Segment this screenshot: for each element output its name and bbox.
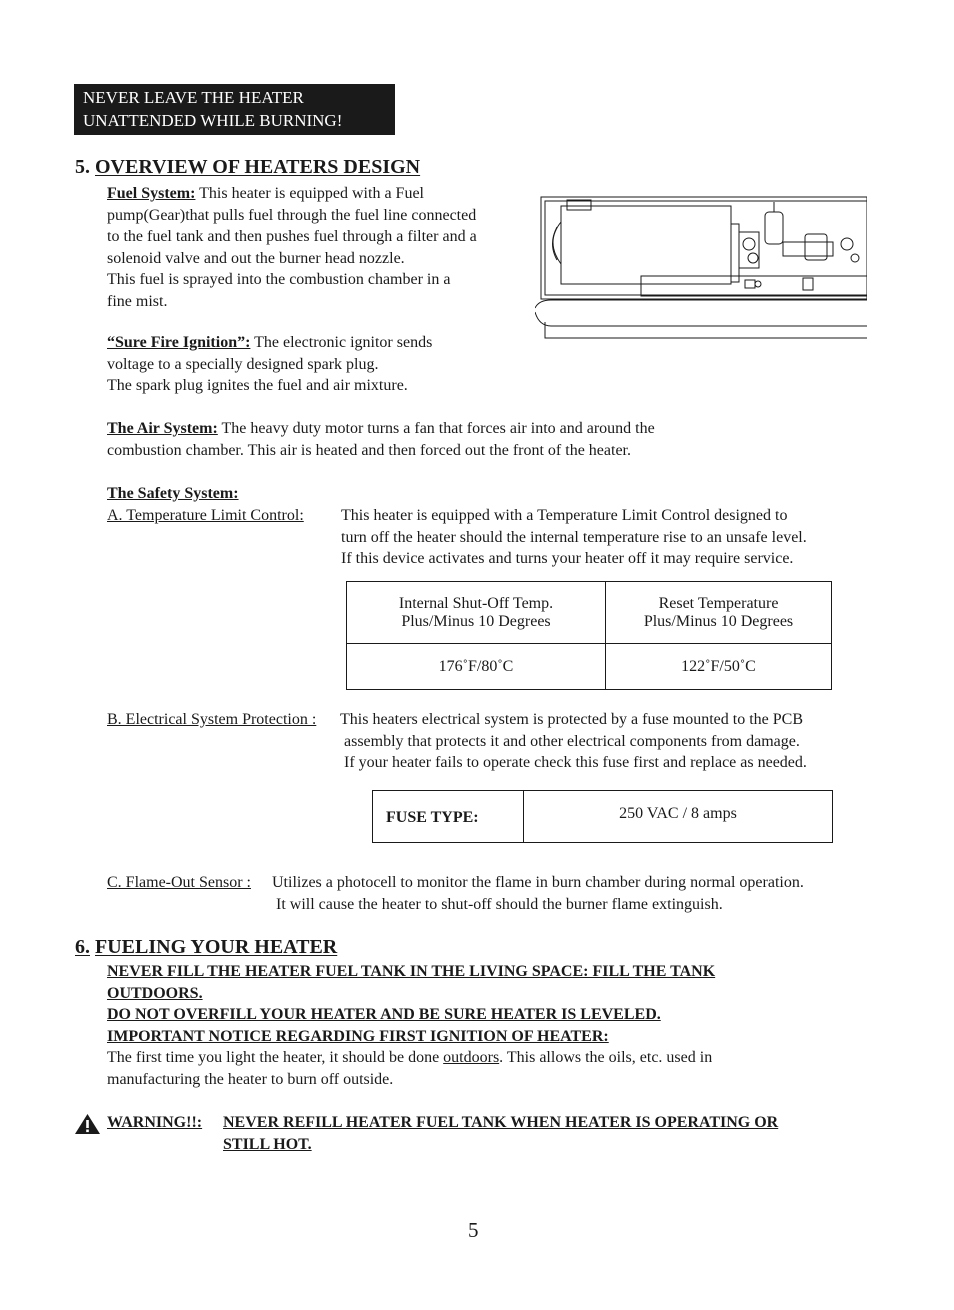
heater-cutaway-illustration (535, 192, 867, 346)
reset-header-line: Plus/Minus 10 Degrees (643, 612, 794, 630)
electrical-label (107, 709, 316, 731)
notice-line: OUTDOORS. (107, 984, 203, 1002)
section-6-heading (75, 936, 337, 959)
warning-banner (74, 84, 395, 135)
shutoff-value-cell: 176˚F/80˚C (347, 644, 606, 690)
banner-line-2: UNATTENDED WHILE BURNING! (83, 111, 343, 130)
first-ignition-text: . This allows the oils, etc. used in (499, 1049, 713, 1066)
section-6-title: FUELING YOUR HEATER (95, 936, 338, 958)
notice-line: DO NOT OVERFILL YOUR HEATER AND BE SURE HEATER IS LEVELED. (107, 1006, 661, 1023)
fuel-line: fine mist. (107, 292, 168, 310)
section-5-number: 5. (75, 156, 90, 178)
fuel-line: solenoid valve and out the burner head nozzle. (107, 249, 405, 267)
ignition-line: The electronic ignitor sends (250, 334, 433, 351)
banner-line-1: NEVER LEAVE THE HEATER (83, 88, 304, 107)
ignition-line: The spark plug ignites the fuel and air mixture. (107, 377, 408, 394)
reset-value-cell: 122˚F/50˚C (606, 644, 832, 690)
first-ignition-paragraph (107, 1047, 887, 1090)
shutoff-header-cell (347, 582, 606, 644)
electrical-text (340, 709, 900, 774)
air-line: combustion chamber. This air is heated and then forced out the front of the heater. (107, 441, 631, 459)
notice-line: NEVER FILL THE HEATER FUEL TANK IN THE LIVING SPACE: FILL THE TANK (107, 963, 716, 980)
fuse-type-label: FUSE TYPE: (373, 791, 524, 843)
temp-limit-line: turn off the heater should the internal temperature rise to an unsafe level. (341, 528, 807, 546)
fuse-table (372, 790, 833, 843)
temperature-table (346, 581, 832, 690)
warning-label-text: WARNING!!: (107, 1114, 203, 1131)
ignition-line: voltage to a specially designed spark plug. (107, 355, 379, 373)
fuel-line: pump(Gear)that pulls fuel through the fuel line connected (107, 206, 477, 224)
temp-limit-label (107, 505, 304, 527)
warning-triangle-icon (74, 1113, 101, 1135)
first-ignition-text: manufacturing the heater to burn off outside. (107, 1070, 394, 1088)
section-5-heading (75, 156, 420, 179)
shutoff-header-line: Internal Shut-Off Temp. (398, 594, 554, 612)
safety-system-label (107, 483, 239, 505)
temp-limit-text (341, 505, 901, 570)
warning-label (107, 1112, 202, 1134)
flame-out-label-text: C. Flame-Out Sensor : (107, 874, 251, 891)
air-system-paragraph (107, 418, 907, 461)
fuel-system-paragraph (107, 183, 537, 312)
electrical-label-text: B. Electrical System Protection : (107, 711, 317, 728)
warning-line: STILL HOT. (223, 1135, 312, 1153)
reset-header-cell (606, 582, 832, 644)
flame-out-label (107, 872, 251, 894)
electrical-line: This heaters electrical system is protected by a fuse mounted to the PCB (340, 711, 803, 728)
ignition-paragraph (107, 332, 527, 397)
fuel-system-label: Fuel System: (107, 185, 196, 202)
electrical-line: If your heater fails to operate check this fuse first and replace as needed. (344, 754, 807, 771)
ignition-label: “Sure Fire Ignition”: (107, 334, 251, 351)
warning-text (223, 1112, 903, 1155)
fuel-line: This heater is equipped with a Fuel (195, 185, 424, 202)
flame-out-text (272, 872, 892, 915)
section-6-number: 6. (75, 936, 90, 958)
shutoff-header-line: Plus/Minus 10 Degrees (401, 612, 551, 630)
fuse-type-value: 250 VAC / 8 amps (524, 791, 833, 843)
temp-limit-line: If this device activates and turns your heater off it may require service. (341, 550, 794, 567)
section-5-title: OVERVIEW OF HEATERS DESIGN (95, 156, 421, 178)
electrical-line: assembly that protects it and other electrical components from damage. (344, 732, 800, 750)
fueling-notices (107, 961, 887, 1047)
flame-out-line: It will cause the heater to shut-off should the burner flame extinguish. (276, 895, 723, 913)
reset-header-line: Reset Temperature (658, 594, 779, 612)
fuel-line: to the fuel tank and then pushes fuel through a filter and a (107, 228, 477, 245)
warning-line: NEVER REFILL HEATER FUEL TANK WHEN HEATER IS OPERATING OR (223, 1114, 779, 1131)
fuel-line: This fuel is sprayed into the combustion chamber in a (107, 271, 451, 288)
outdoors-emphasis: outdoors (443, 1049, 500, 1066)
notice-line: IMPORTANT NOTICE REGARDING FIRST IGNITION OF HEATER: (107, 1027, 609, 1045)
page-number: 5 (468, 1218, 479, 1242)
air-system-label: The Air System: (107, 420, 218, 437)
flame-out-line: Utilizes a photocell to monitor the flame in burn chamber during normal operation. (272, 874, 804, 891)
temp-limit-line: This heater is equipped with a Temperature Limit Control designed to (341, 507, 788, 524)
safety-system-label-text: The Safety System: (107, 485, 239, 502)
temp-limit-label-text: A. Temperature Limit Control: (107, 507, 304, 524)
first-ignition-text: The first time you light the heater, it should be done (107, 1049, 444, 1066)
air-line: The heavy duty motor turns a fan that forces air into and around the (217, 420, 655, 437)
